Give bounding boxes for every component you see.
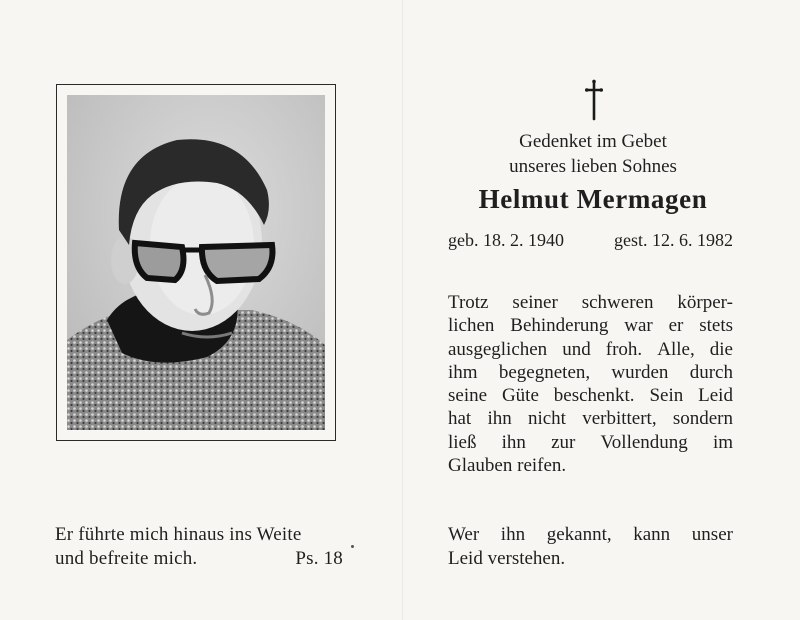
tribute-word: Leid	[698, 385, 733, 407]
closing-text	[448, 523, 733, 571]
tribute-word: seiner	[512, 292, 558, 313]
tribute-line	[448, 361, 733, 384]
verse-reference: Ps. 18	[295, 548, 343, 569]
life-dates	[448, 230, 733, 251]
closing-word: kann	[633, 524, 671, 545]
tribute-line	[448, 291, 733, 314]
tribute-word: verbittert,	[582, 408, 657, 430]
tribute-word: froh.	[605, 338, 643, 360]
closing-line-1	[448, 523, 733, 547]
closing-word: ihn	[500, 524, 526, 545]
tribute-word: nicht	[527, 408, 566, 430]
tribute-word: zur	[551, 431, 576, 453]
tribute-word: Sein	[649, 385, 684, 407]
tribute-word: schweren	[581, 292, 654, 313]
intro-line-1: Gedenket im Gebet	[519, 131, 667, 152]
tribute-word: körper-	[677, 292, 733, 313]
tribute-word: Trotz	[448, 292, 489, 313]
tribute-line	[448, 407, 733, 430]
tribute-word: stets	[699, 315, 733, 337]
tribute-word: sondern	[672, 408, 733, 430]
tribute-word: er	[668, 315, 684, 337]
closing-line-2: Leid verstehen.	[448, 548, 566, 569]
tribute-word: wurden	[611, 361, 669, 383]
intro-line-2: unseres lieben Sohnes	[509, 156, 677, 177]
deceased-name: Helmut Mermagen	[478, 184, 708, 214]
tribute-word: Behinderung	[510, 315, 609, 337]
tribute-word: ihn	[501, 431, 526, 453]
tribute-word: Vollendung	[600, 431, 688, 453]
intro-text	[448, 129, 738, 179]
tribute-word: im	[712, 431, 733, 453]
tribute-word: ließ	[448, 431, 477, 453]
tribute-word: durch	[689, 361, 733, 383]
closing-word: unser	[691, 524, 733, 545]
tribute-word: seine	[448, 385, 488, 407]
death-date: gest. 12. 6. 1982	[614, 230, 733, 250]
tribute-word: ihm	[448, 361, 478, 383]
tribute-line	[448, 431, 733, 454]
tribute-word: Glauben reifen.	[448, 455, 567, 477]
tribute-line	[448, 314, 733, 337]
tribute-line	[448, 454, 733, 477]
tribute-word: lichen	[448, 315, 495, 337]
bible-verse	[55, 523, 343, 571]
closing-word: gekannt,	[546, 524, 612, 545]
tribute-word: Alle,	[657, 338, 695, 360]
tribute-line	[448, 384, 733, 407]
tribute-word: begegneten,	[498, 361, 591, 383]
ink-speck	[351, 545, 354, 548]
tribute-line	[448, 338, 733, 361]
cross-icon	[585, 79, 603, 121]
portrait-photo	[67, 95, 325, 430]
closing-word: Wer	[448, 524, 480, 545]
tribute-word: Güte	[501, 385, 539, 407]
birth-date: geb. 18. 2. 1940	[448, 230, 564, 250]
verse-line-1: Er führte mich hinaus ins Weite	[55, 524, 302, 545]
card-fold	[402, 0, 404, 620]
tribute-word: war	[624, 315, 653, 337]
tribute-word: beschenkt.	[553, 385, 635, 407]
tribute-text	[448, 291, 733, 477]
portrait-frame	[56, 84, 336, 441]
tribute-word: und	[562, 338, 591, 360]
verse-line-2: und befreite mich.	[55, 548, 198, 569]
tribute-word: ihn	[487, 408, 512, 430]
tribute-word: die	[709, 338, 733, 360]
tribute-word: hat	[448, 408, 472, 430]
tribute-word: ausgeglichen	[448, 338, 548, 360]
